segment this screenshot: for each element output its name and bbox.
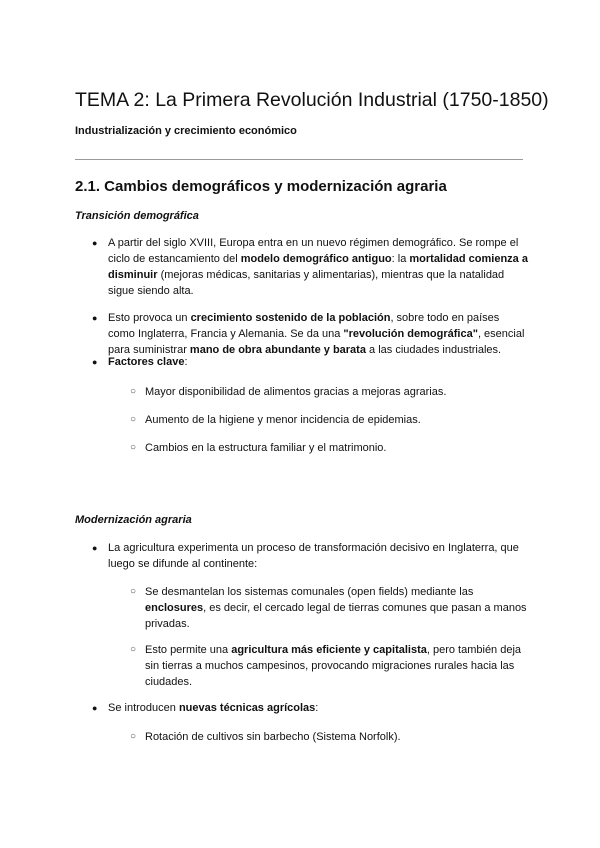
bold-text: modelo demográfico antiguo xyxy=(240,253,392,265)
bullet-icon: ● xyxy=(92,313,98,323)
bullet-icon: ● xyxy=(92,357,98,367)
document-subtitle: Industrialización y crecimiento económico xyxy=(75,125,297,137)
bullet-item xyxy=(92,235,528,299)
text: : xyxy=(315,702,319,714)
text: A partir del siglo XVIII, Europa entra en un nuevo régimen demográfico. Se rompe el ciclo de estancamiento del xyxy=(108,237,519,265)
sub-bullet-item xyxy=(130,412,530,428)
text: La agricultura experimenta un proceso de transformación decisivo en Inglaterra, que luego se difunde al continente: xyxy=(108,542,519,570)
circle-bullet-icon: ○ xyxy=(130,442,137,453)
sub-bullet-item xyxy=(130,384,530,400)
text: , sobre todo en países como Inglaterra, Francia y Alemania. Se da una xyxy=(108,312,500,340)
text: (mejoras médicas, sanitarias y alimentarias), mientras que la natalidad sigue siendo alta. xyxy=(108,269,505,297)
bullet-item xyxy=(92,540,528,572)
bold-text: agricultura más eficiente y capitalista xyxy=(231,644,427,656)
text: Esto permite una xyxy=(145,644,232,656)
sub-bullet-item xyxy=(130,584,530,632)
text: , esencial para suministrar xyxy=(108,328,525,356)
text: Se desmantelan los sistemas comunales (open fields) mediante las xyxy=(145,586,474,598)
bold-text: "revolución demográfica" xyxy=(343,328,478,340)
text: Mayor disponibilidad de alimentos gracias a mejoras agrarias. xyxy=(145,386,447,398)
bullet-item xyxy=(92,700,528,716)
text: Rotación de cultivos sin barbecho (Sistema Norfolk). xyxy=(145,731,401,743)
bold-text: enclosures xyxy=(145,602,204,614)
bold-text: mano de obra abundante y barata xyxy=(189,344,366,356)
bullet-icon: ● xyxy=(92,703,98,713)
horizontal-divider xyxy=(75,159,523,160)
bullet-icon: ● xyxy=(92,238,98,248)
sub-bullet-item xyxy=(130,642,530,690)
bold-text: mortalidad comienza a disminuir xyxy=(108,253,528,281)
text: : la xyxy=(391,253,410,265)
sub-bullet-item xyxy=(130,440,530,456)
text: a las ciudades industriales. xyxy=(365,344,502,356)
bullet-item xyxy=(92,354,528,370)
document-title: TEMA 2: La Primera Revolución Industrial (1750-1850) xyxy=(75,89,549,111)
bold-text: crecimiento sostenido de la población xyxy=(190,312,391,324)
bullet-icon: ● xyxy=(92,543,98,553)
circle-bullet-icon: ○ xyxy=(130,731,137,742)
circle-bullet-icon: ○ xyxy=(130,644,137,655)
text: Aumento de la higiene y menor incidencia de epidemias. xyxy=(145,414,421,426)
text: Esto provoca un xyxy=(108,312,191,324)
subsection-heading: Transición demográfica xyxy=(75,210,199,222)
bold-text: nuevas técnicas agrícolas xyxy=(178,702,316,714)
circle-bullet-icon: ○ xyxy=(130,386,137,397)
text: Cambios en la estructura familiar y el matrimonio. xyxy=(145,442,387,454)
text: : xyxy=(184,356,188,368)
subsection-heading: Modernización agraria xyxy=(75,514,192,526)
text: Se introducen xyxy=(108,702,179,714)
section-heading: 2.1. Cambios demográficos y modernización agraria xyxy=(75,178,447,195)
circle-bullet-icon: ○ xyxy=(130,586,137,597)
bullet-item xyxy=(92,310,528,358)
bold-text: Factores clave xyxy=(108,356,185,368)
sub-bullet-item xyxy=(130,729,530,745)
text: , pero también deja sin tierras a muchos campesinos, provocando migraciones rurales hacia las ciudades. xyxy=(145,644,522,688)
circle-bullet-icon: ○ xyxy=(130,414,137,425)
text: , es decir, el cercado legal de tierras comunes que pasan a manos privadas. xyxy=(145,602,527,630)
